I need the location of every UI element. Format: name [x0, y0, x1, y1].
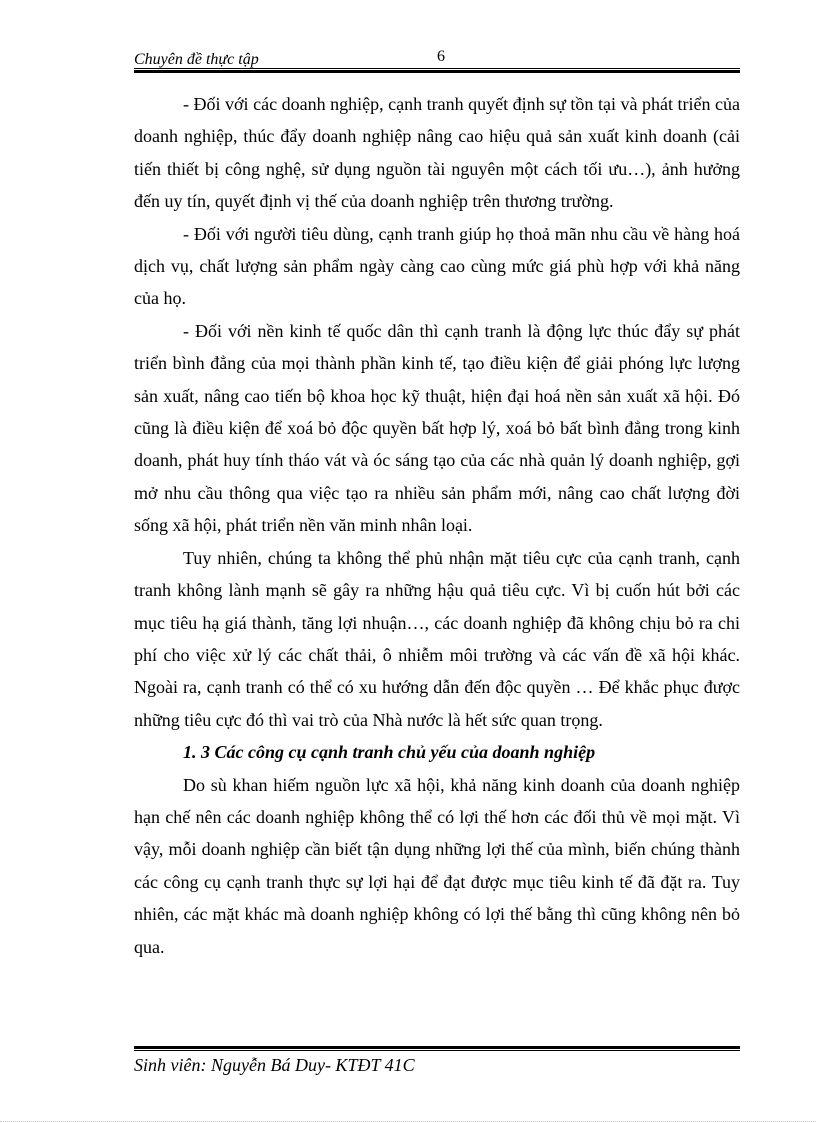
section-heading: 1. 3 Các công cụ cạnh tranh chủ yếu của doanh nghiệp	[183, 742, 596, 763]
page-footer	[134, 1046, 740, 1086]
paragraph-consumers: - Đối với người tiêu dùng, cạnh tranh giúp họ thoả mãn nhu cầu về hàng hoá dịch vụ, chất lượng sản phẩm ngày càng cao cùng mức giá phù hợp với khả năng của họ.	[134, 223, 740, 309]
page-bottom-dotted-line	[0, 1121, 816, 1122]
page-header	[134, 48, 740, 74]
page-number: 6	[437, 48, 445, 65]
page-body	[134, 88, 740, 963]
footer-author: Sinh viên: Nguyễn Bá Duy- KTĐT 41C	[134, 1055, 415, 1075]
paragraph-national-economy: - Đối với nền kinh tế quốc dân thì cạnh tranh là động lực thúc đẩy sự phát triển bình đẳng của mọi thành phần kinh tế, tạo điều kiện để giải phóng lực lượng sản xuất, nâng cao tiến bộ khoa học kỹ thuật, hiện đại hoá nền sản xuất xã hội. Đó cũng là điều kiện để xoá bỏ độc quyền bất hợp lý, xoá bỏ bất bình đẳng trong kinh doanh, phát huy tính tháo vát và óc sáng tạo của các nhà quản lý doanh nghiệp, gợi mở nhu cầu thông qua việc tạo ra nhiều sản phẩm mới, nâng cao chất lượng đời sống xã hội, phát triển nền văn minh nhân loại.	[134, 320, 740, 536]
paragraph-negative-aspects: Tuy nhiên, chúng ta không thể phủ nhận mặt tiêu cực của cạnh tranh, cạnh tranh không lành mạnh sẽ gây ra những hậu quả tiêu cực. Vì bị cuốn hút bởi các mục tiêu hạ giá thành, tăng lợi nhuận…, các doanh nghiệp đã không chịu bỏ ra chi phí cho việc xử lý các chất thải, ô nhiễm môi trường và các vấn đề xã hội khác. Ngoài ra, cạnh tranh có thể có xu hướng dẫn đến độc quyền … Để khắc phục được những tiêu cực đó thì vai trò của Nhà nước là hết sức quan trọng.	[134, 547, 740, 730]
header-rule-thick	[134, 70, 740, 73]
paragraph-enterprises: - Đối với các doanh nghiệp, cạnh tranh quyết định sự tồn tại và phát triển của doanh nghiệp, thúc đẩy doanh nghiệp nâng cao hiệu quả sản xuất kinh doanh (cải tiến thiết bị công nghệ, sử dụng nguồn tài nguyên một cách tối ưu…), ảnh hưởng đến uy tín, quyết định vị thế của doanh nghiệp trên thương trường.	[134, 94, 740, 212]
header-title: Chuyên đề thực tập	[134, 51, 259, 68]
paragraph-competition-tools: Do sù khan hiếm nguồn lực xã hội, khả năng kinh doanh của doanh nghiệp hạn chế nên các doanh nghiệp không thể có lợi thế hơn các đối thủ về mọi mặt. Vì vậy, mỗi doanh nghiệp cần biết tận dụng những lợi thế của mình, biến chúng thành các công cụ cạnh tranh thực sự lợi hại để đạt được mục tiêu kinh tế đã đặt ra. Tuy nhiên, các mặt khác mà doanh nghiệp không có lợi thế bằng thì cũng không nên bỏ qua.	[134, 774, 740, 957]
footer-rule-thick	[134, 1046, 740, 1049]
header-rule-thin	[134, 68, 740, 69]
footer-rule-thin	[134, 1050, 740, 1051]
